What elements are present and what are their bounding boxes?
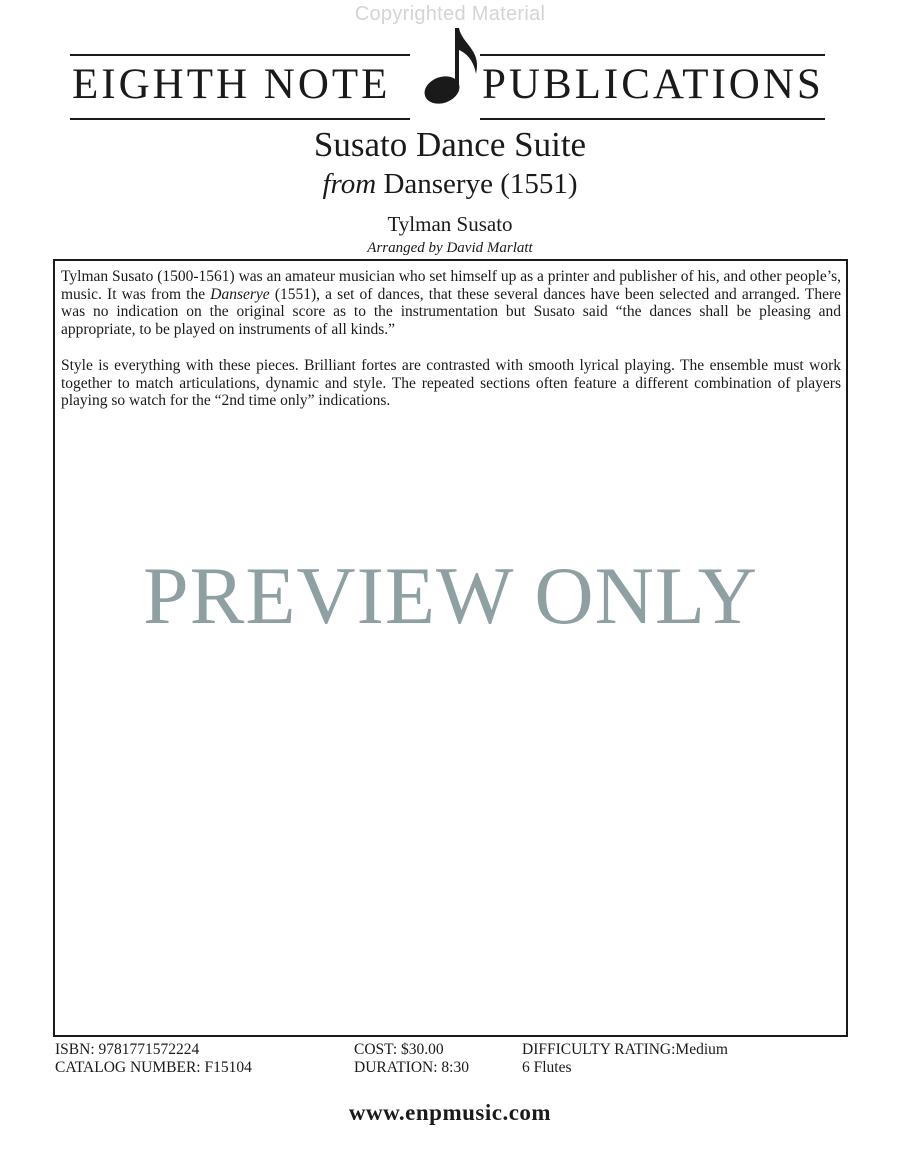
description-emphasis: Danserye (210, 285, 270, 303)
preview-watermark: PREVIEW ONLY (143, 550, 758, 641)
catalog-number: CATALOG NUMBER: F15104 (55, 1058, 252, 1076)
isbn: ISBN: 9781771572224 (55, 1041, 200, 1058)
publisher-name-left: EIGHTH NOTE (72, 61, 391, 108)
description-text: Tylman Susato (1500-1561) was an amateur musician who set himself up as a printer and publisher of his, and other people’s, music. It was from the (61, 268, 841, 303)
page-title: Susato Dance Suite (313, 125, 587, 164)
info-column (55, 1041, 252, 1076)
duration: DURATION: 8:30 (354, 1058, 469, 1076)
header-rule (480, 118, 825, 120)
instrumentation: 6 Flutes (522, 1058, 572, 1076)
difficulty-rating: DIFFICULTY RATING:Medium (522, 1041, 728, 1058)
header-rule (70, 54, 410, 56)
arranger: Arranged by David Marlatt (367, 240, 533, 256)
header-rule (480, 54, 825, 56)
eighth-note-icon (410, 22, 490, 112)
publisher-header (70, 22, 830, 112)
cost: COST: $30.00 (354, 1041, 444, 1058)
subtitle-from: from (322, 168, 377, 200)
description-box (53, 259, 848, 1037)
header-rule (70, 118, 410, 120)
subtitle-source: Danserye (1551) (383, 168, 578, 200)
description-text: (1551), a set of dances, that these several dances have been selected and arranged. There was no indication on the original score as to the instrumentation but Susato said “the dances shall be pleasing and appropriate, to be played on instruments of all kinds.” (61, 285, 841, 338)
publisher-name-right: PUBLICATIONS (482, 61, 824, 108)
website-link[interactable]: www.enpmusic.com (348, 1100, 552, 1125)
description-paragraph (61, 268, 841, 338)
description-paragraph: Style is everything with these pieces. Brilliant fortes are contrasted with smooth lyrical playing. The ensemble must work together to match articulations, dynamic and style. The repeated sections often feature a different combination of players playing so watch for the “2nd time only” indications. (61, 357, 841, 409)
copyright-watermark: Copyrighted Material (354, 3, 546, 25)
composer: Tylman Susato (387, 212, 513, 236)
info-column (354, 1041, 469, 1076)
subtitle (0, 168, 900, 201)
info-column (522, 1041, 728, 1076)
